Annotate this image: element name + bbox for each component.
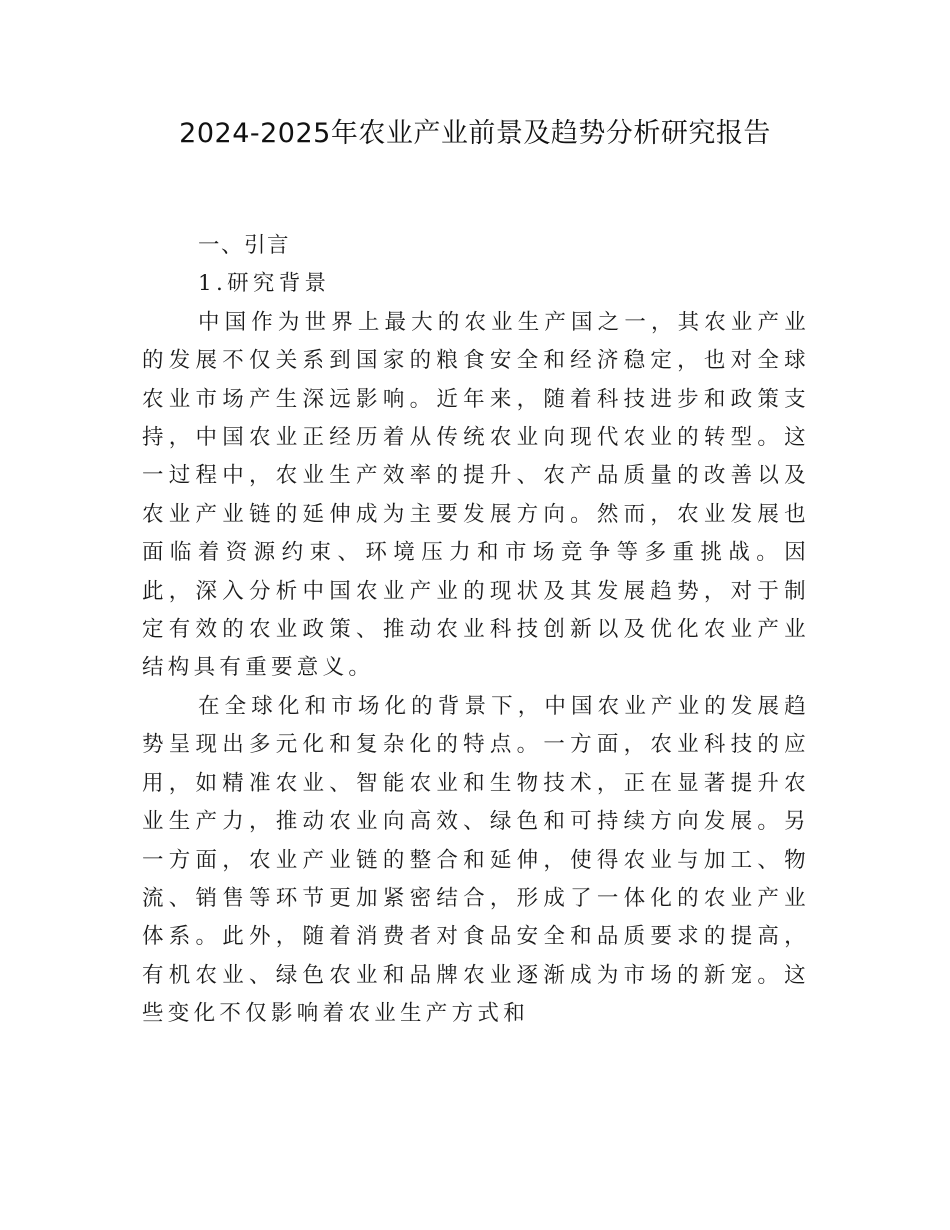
paragraph-2: 在全球化和市场化的背景下，中国农业产业的发展趋势呈现出多元化和复杂化的特点。一方面，农业科技的应用，如精准农业、智能农业和生物技术，正在显著提升农业生产力，推动农业向高效、绿色和可持续方向发展。另一方面，农业产业链的整合和延伸，使得农业与加工、物流、销售等环节更加紧密结合，形成了一体化的农业产业体系。此外，随着消费者对食品安全和品质要求的提高，有机农业、绿色农业和品牌农业逐渐成为市场的新宠。这些变化不仅影响着农业生产方式和 <box>142 693 810 1027</box>
subsection-heading-research-background: 1.研究背景 <box>198 271 331 297</box>
section-heading-introduction: 一、引言 <box>198 233 291 258</box>
document-title: 2024-2025年农业产业前景及趋势分析研究报告 <box>179 118 771 149</box>
paragraph-1: 中国作为世界上最大的农业生产国之一，其农业产业的发展不仅关系到国家的粮食安全和经济稳定，也对全球农业市场产生深远影响。近年来，随着科技进步和政策支持，中国农业正经历着从传统农业向现代农业的转型。这一过程中，农业生产效率的提升、农产品质量的改善以及农业产业链的延伸成为主要发展方向。然而，农业发展也面临着资源约束、环境压力和市场竞争等多重挑战。因此，深入分析中国农业产业的现状及其发展趋势，对于制定有效的农业政策、推动农业科技创新以及优化农业产业结构具有重要意义。 <box>142 309 810 681</box>
document-body <box>142 227 810 1034</box>
